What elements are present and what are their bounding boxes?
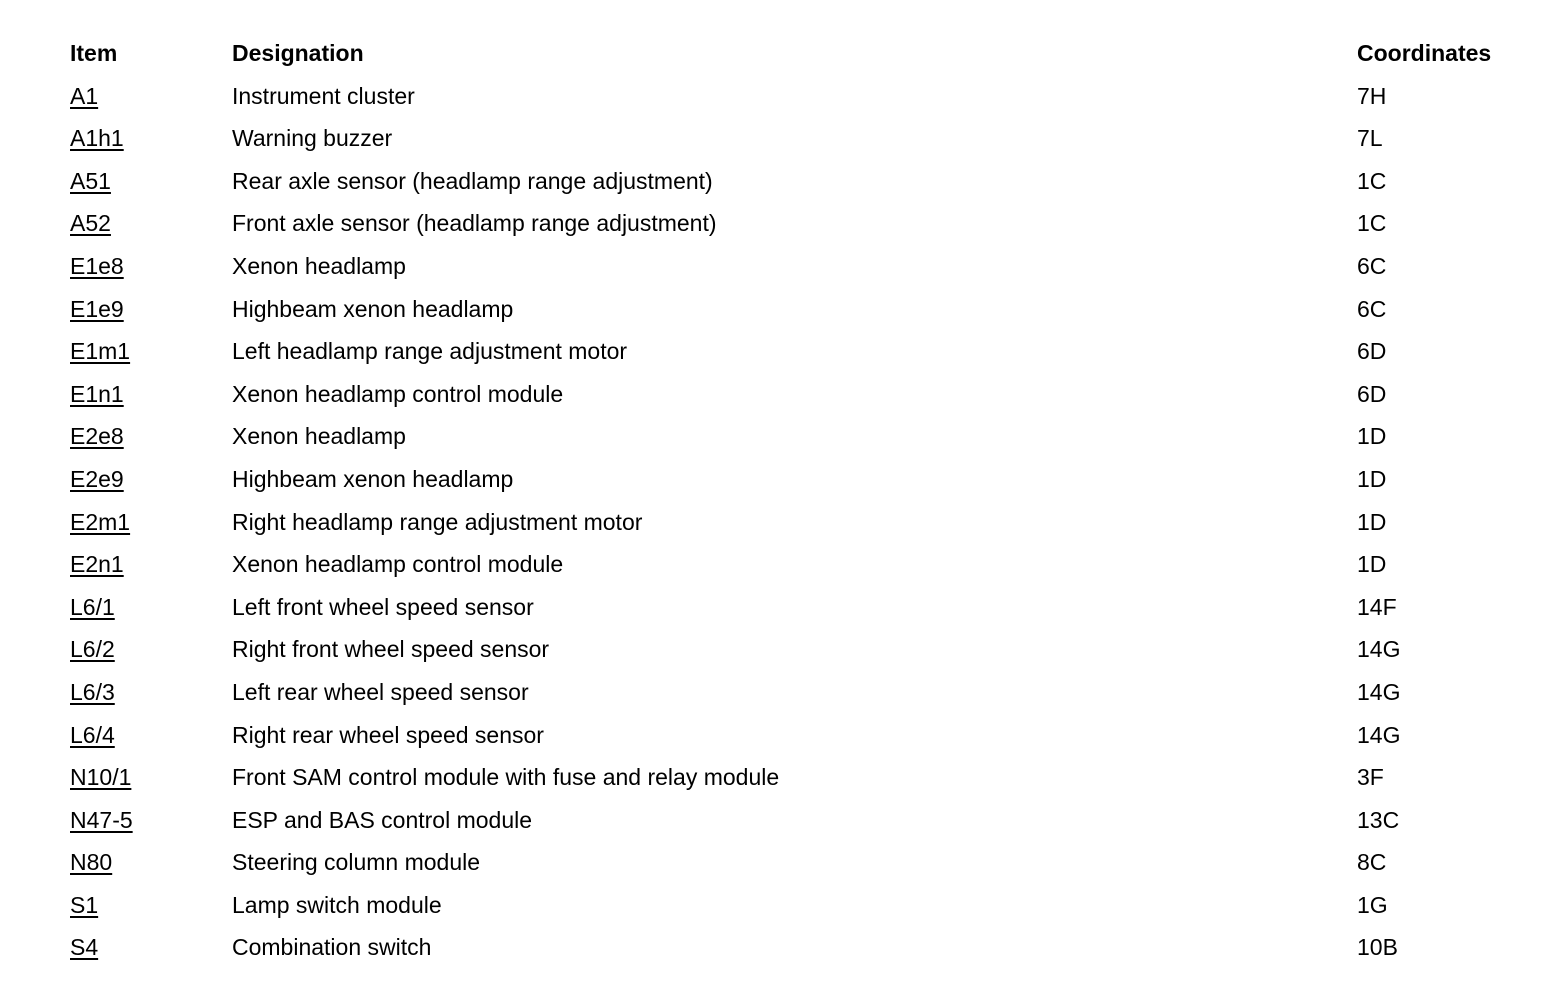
table-header-row (70, 32, 1540, 75)
item-link[interactable]: E1e8 (70, 252, 124, 279)
designation-cell: Right rear wheel speed sensor (232, 721, 544, 748)
designation-cell: Left front wheel speed sensor (232, 593, 534, 620)
table-row (70, 117, 1540, 160)
designation-cell: Warning buzzer (232, 125, 393, 152)
coordinates-cell: 14G (1357, 636, 1401, 663)
item-link[interactable]: E1e9 (70, 295, 124, 322)
header-coordinates: Coordinates (1357, 40, 1492, 66)
item-link[interactable]: E1n1 (70, 380, 124, 407)
table-row (70, 714, 1540, 757)
table-row (70, 415, 1540, 458)
table-row (70, 756, 1540, 799)
coordinates-cell: 1D (1357, 423, 1387, 450)
designation-cell: Front SAM control module with fuse and relay module (232, 764, 780, 791)
table-row (70, 245, 1540, 288)
item-link[interactable]: L6/4 (70, 721, 115, 748)
table-body (70, 75, 1540, 969)
designation-cell: Left headlamp range adjustment motor (232, 338, 628, 365)
item-link[interactable]: S1 (70, 891, 99, 918)
designation-cell: Xenon headlamp control module (232, 551, 564, 578)
coordinates-cell: 14G (1357, 678, 1401, 705)
table-row (70, 458, 1540, 501)
item-link[interactable]: E1m1 (70, 338, 131, 365)
table-row (70, 373, 1540, 416)
item-link[interactable]: N80 (70, 849, 113, 876)
coordinates-cell: 7L (1357, 125, 1383, 152)
designation-cell: Front axle sensor (headlamp range adjustment) (232, 210, 717, 237)
table-row (70, 501, 1540, 544)
item-link[interactable]: A52 (70, 210, 111, 237)
coordinates-cell: 14F (1357, 593, 1397, 620)
header-designation: Designation (232, 40, 364, 66)
coordinates-cell: 8C (1357, 849, 1387, 876)
coordinates-cell: 1D (1357, 465, 1387, 492)
component-legend-table (70, 32, 1540, 969)
designation-cell: ESP and BAS control module (232, 806, 533, 833)
coordinates-cell: 1D (1357, 551, 1387, 578)
table-row (70, 202, 1540, 245)
table-row (70, 671, 1540, 714)
coordinates-cell: 6C (1357, 252, 1387, 279)
coordinates-cell: 1D (1357, 508, 1387, 535)
coordinates-cell: 10B (1357, 934, 1398, 961)
coordinates-cell: 1C (1357, 210, 1387, 237)
table-row (70, 628, 1540, 671)
coordinates-cell: 13C (1357, 806, 1400, 833)
coordinates-cell: 6C (1357, 295, 1387, 322)
item-link[interactable]: N10/1 (70, 764, 132, 791)
item-link[interactable]: A1 (70, 82, 99, 109)
designation-cell: Right front wheel speed sensor (232, 636, 550, 663)
item-link[interactable]: A1h1 (70, 125, 124, 152)
item-link[interactable]: E2m1 (70, 508, 131, 535)
header-item: Item (70, 40, 118, 66)
item-link[interactable]: L6/1 (70, 593, 115, 620)
designation-cell: Left rear wheel speed sensor (232, 678, 529, 705)
table-row (70, 288, 1540, 331)
item-link[interactable]: L6/2 (70, 636, 115, 663)
item-link[interactable]: E2e9 (70, 465, 124, 492)
designation-cell: Xenon headlamp (232, 252, 406, 279)
designation-cell: Steering column module (232, 849, 481, 876)
item-link[interactable]: N47-5 (70, 806, 133, 833)
table-row (70, 926, 1540, 969)
table-row (70, 75, 1540, 118)
coordinates-cell: 6D (1357, 338, 1387, 365)
item-link[interactable]: E2e8 (70, 423, 124, 450)
item-link[interactable]: S4 (70, 934, 99, 961)
designation-cell: Highbeam xenon headlamp (232, 465, 514, 492)
table-row (70, 586, 1540, 629)
table-row (70, 330, 1540, 373)
designation-cell: Combination switch (232, 934, 432, 961)
table-row (70, 884, 1540, 927)
table-row (70, 160, 1540, 203)
item-link[interactable]: L6/3 (70, 678, 115, 705)
item-link[interactable]: E2n1 (70, 551, 124, 578)
designation-cell: Instrument cluster (232, 82, 415, 109)
coordinates-cell: 1G (1357, 891, 1388, 918)
coordinates-cell: 14G (1357, 721, 1401, 748)
designation-cell: Lamp switch module (232, 891, 442, 918)
coordinates-cell: 1C (1357, 167, 1387, 194)
designation-cell: Xenon headlamp control module (232, 380, 564, 407)
table-row (70, 841, 1540, 884)
designation-cell: Right headlamp range adjustment motor (232, 508, 643, 535)
designation-cell: Rear axle sensor (headlamp range adjustment) (232, 167, 713, 194)
table-row (70, 799, 1540, 842)
coordinates-cell: 7H (1357, 82, 1387, 109)
item-link[interactable]: A51 (70, 167, 111, 194)
designation-cell: Highbeam xenon headlamp (232, 295, 514, 322)
table-row (70, 543, 1540, 586)
designation-cell: Xenon headlamp (232, 423, 406, 450)
coordinates-cell: 6D (1357, 380, 1387, 407)
coordinates-cell: 3F (1357, 764, 1384, 791)
